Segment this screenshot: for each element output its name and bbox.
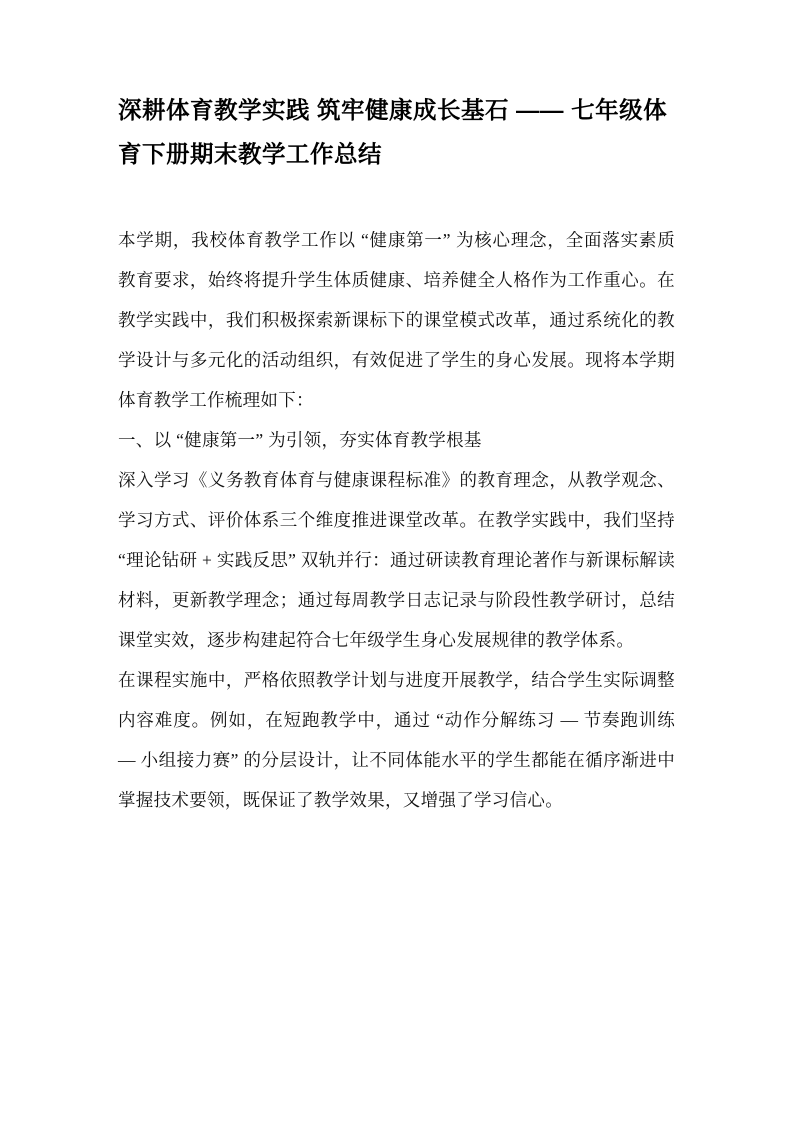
section-heading-one: 一、以 “健康第一” 为引领，夯实体育教学根基 [118, 430, 482, 450]
paragraph-section-one-body: 深入学习《义务教育体育与健康课程标准》的教育理念，从教学观念、学习方式、评价体系三个维度推进课堂改革。在教学实践中，我们坚持 “理论钻研 + 实践反思” 双轨并行：通过研读教育理论著作与新课标解读材料，更新教学理念；通过每周教学日志记录与阶段性教学研讨，总结课堂实效，逐步构建起符合七年级学生身心发展规律的教学体系。 [118, 470, 675, 650]
paragraph-section-one-body-2: 在课程实施中，严格依照教学计划与进度开展教学，结合学生实际调整内容难度。例如，在短跑教学中，通过 “动作分解练习 — 节奏跑训练 — 小组接力赛” 的分层设计，让不同体能水平的学生都能在循序渐进中掌握技术要领，既保证了教学效果，又增强了学习信心。 [118, 670, 675, 810]
page-title: 深耕体育教学实践 筑牢健康成长基石 —— 七年级体育下册期末教学工作总结 [118, 97, 668, 167]
paragraph-intro: 本学期，我校体育教学工作以 “健康第一” 为核心理念，全面落实素质教育要求，始终将提升学生体质健康、培养健全人格作为工作重心。在教学实践中，我们积极探索新课标下的课堂模式改革，通过系统化的教学设计与多元化的活动组织，有效促进了学生的身心发展。现将本学期体育教学工作梳理如下： [118, 230, 675, 410]
